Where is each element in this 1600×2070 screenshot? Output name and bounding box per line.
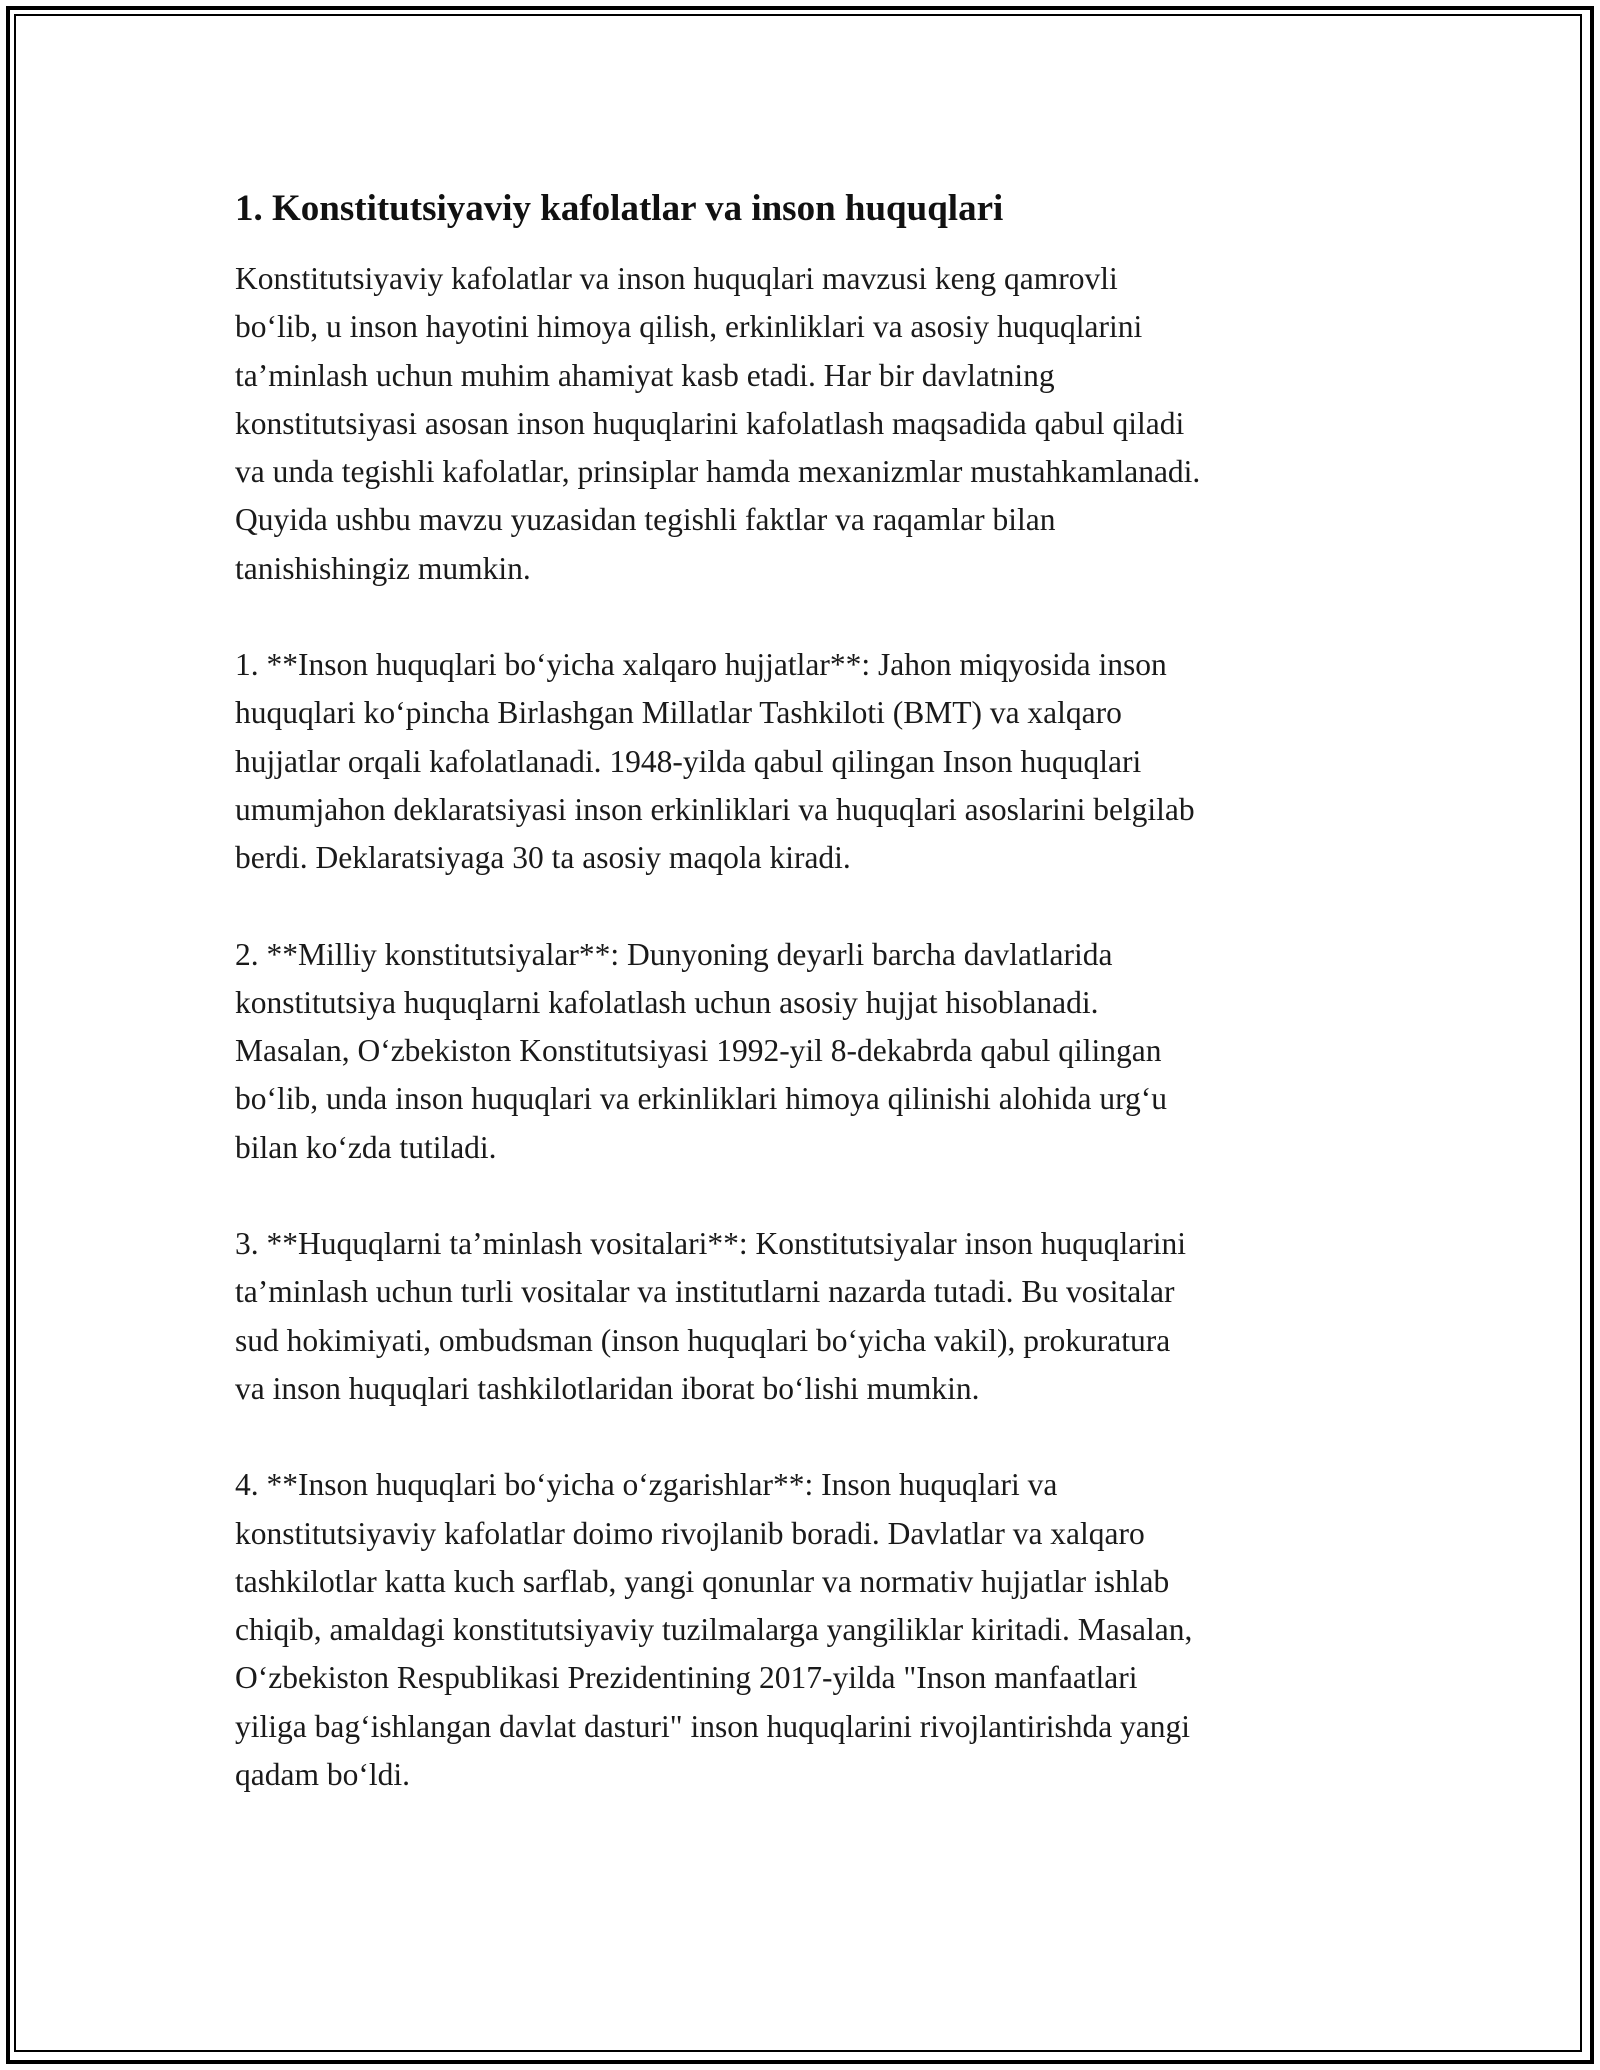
paragraph-line: 3. **Huquqlarni ta’minlash vositalari**: Konstitutsiyalar inson huquqlarini bbox=[235, 1226, 1186, 1262]
paragraph-line: konstitutsiyasi asosan inson huquqlarini kafolatlash maqsadida qabul qiladi bbox=[235, 405, 1185, 441]
paragraph-line: berdi. Deklaratsiyaga 30 ta asosiy maqola kiradi. bbox=[235, 840, 851, 876]
list-item-international-documents bbox=[235, 641, 1375, 882]
paragraph-line: bilan ko‘zda tutiladi. bbox=[235, 1129, 497, 1165]
document-body bbox=[235, 185, 1375, 1847]
list-item-national-constitutions bbox=[235, 931, 1375, 1172]
paragraph-line: konstitutsiya huquqlarni kafolatlash uchun asosiy hujjat hisoblanadi. bbox=[235, 984, 1099, 1020]
paragraph-line: bo‘lib, unda inson huquqlari va erkinliklari himoya qilinishi alohida urg‘u bbox=[235, 1081, 1168, 1117]
list-item-changes bbox=[235, 1461, 1375, 1799]
paragraph-line: hujjatlar orqali kafolatlanadi. 1948-yilda qabul qilingan Inson huquqlari bbox=[235, 743, 1142, 779]
paragraph-line: konstitutsiyaviy kafolatlar doimo rivojlanib boradi. Davlatlar va xalqaro bbox=[235, 1515, 1145, 1551]
paragraph-line: sud hokimiyati, ombudsman (inson huquqlari bo‘yicha vakil), prokuratura bbox=[235, 1322, 1171, 1358]
document-title: 1. Konstitutsiyaviy kafolatlar va inson huquqlari bbox=[235, 188, 1004, 229]
paragraph-line: va inson huquqlari tashkilotlaridan iborat bo‘lishi mumkin. bbox=[235, 1370, 980, 1406]
list-item-enforcement-means bbox=[235, 1220, 1375, 1413]
paragraph-line: 1. **Inson huquqlari bo‘yicha xalqaro hujjatlar**: Jahon miqyosida inson bbox=[235, 647, 1167, 683]
paragraph-line: tashkilotlar katta kuch sarflab, yangi qonunlar va normativ hujjatlar ishlab bbox=[235, 1563, 1170, 1599]
paragraph-line: Masalan, O‘zbekiston Konstitutsiyasi 1992-yil 8-dekabrda qabul qilingan bbox=[235, 1033, 1162, 1069]
paragraph-line: tanishishingiz mumkin. bbox=[235, 550, 531, 586]
paragraph-line: qadam bo‘ldi. bbox=[235, 1757, 410, 1793]
paragraph-line: va unda tegishli kafolatlar, prinsiplar hamda mexanizmlar mustahkamlanadi. bbox=[235, 454, 1201, 490]
paragraph-line: yiliga bag‘ishlangan davlat dasturi" inson huquqlarini rivojlantirishda yangi bbox=[235, 1708, 1191, 1744]
paragraph-line: Quyida ushbu mavzu yuzasidan tegishli faktlar va raqamlar bilan bbox=[235, 502, 1056, 538]
paragraph-line: bo‘lib, u inson hayotini himoya qilish, erkinliklari va asosiy huquqlarini bbox=[235, 309, 1143, 345]
paragraph-line: 2. **Milliy konstitutsiyalar**: Dunyoning deyarli barcha davlatlarida bbox=[235, 936, 1113, 972]
paragraph-line: huquqlari ko‘pincha Birlashgan Millatlar Tashkiloti (BMT) va xalqaro bbox=[235, 695, 1122, 731]
paragraph-line: chiqib, amaldagi konstitutsiyaviy tuzilmalarga yangiliklar kiritadi. Masalan, bbox=[235, 1612, 1193, 1648]
paragraph-line: 4. **Inson huquqlari bo‘yicha o‘zgarishlar**: Inson huquqlari va bbox=[235, 1467, 1058, 1503]
paragraph-line: ta’minlash uchun turli vositalar va institutlarni nazarda tutadi. Bu vositalar bbox=[235, 1274, 1175, 1310]
paragraph-line: O‘zbekiston Respublikasi Prezidentining 2017-yilda "Inson manfaatlari bbox=[235, 1660, 1138, 1696]
paragraph-line: umumjahon deklaratsiyasi inson erkinliklari va huquqlari asoslarini belgilab bbox=[235, 791, 1195, 827]
paragraph-line: ta’minlash uchun muhim ahamiyat kasb etadi. Har bir davlatning bbox=[235, 357, 1055, 393]
intro-paragraph bbox=[235, 255, 1375, 593]
paragraph-line: Konstitutsiyaviy kafolatlar va inson huquqlari mavzusi keng qamrovli bbox=[235, 261, 1118, 296]
